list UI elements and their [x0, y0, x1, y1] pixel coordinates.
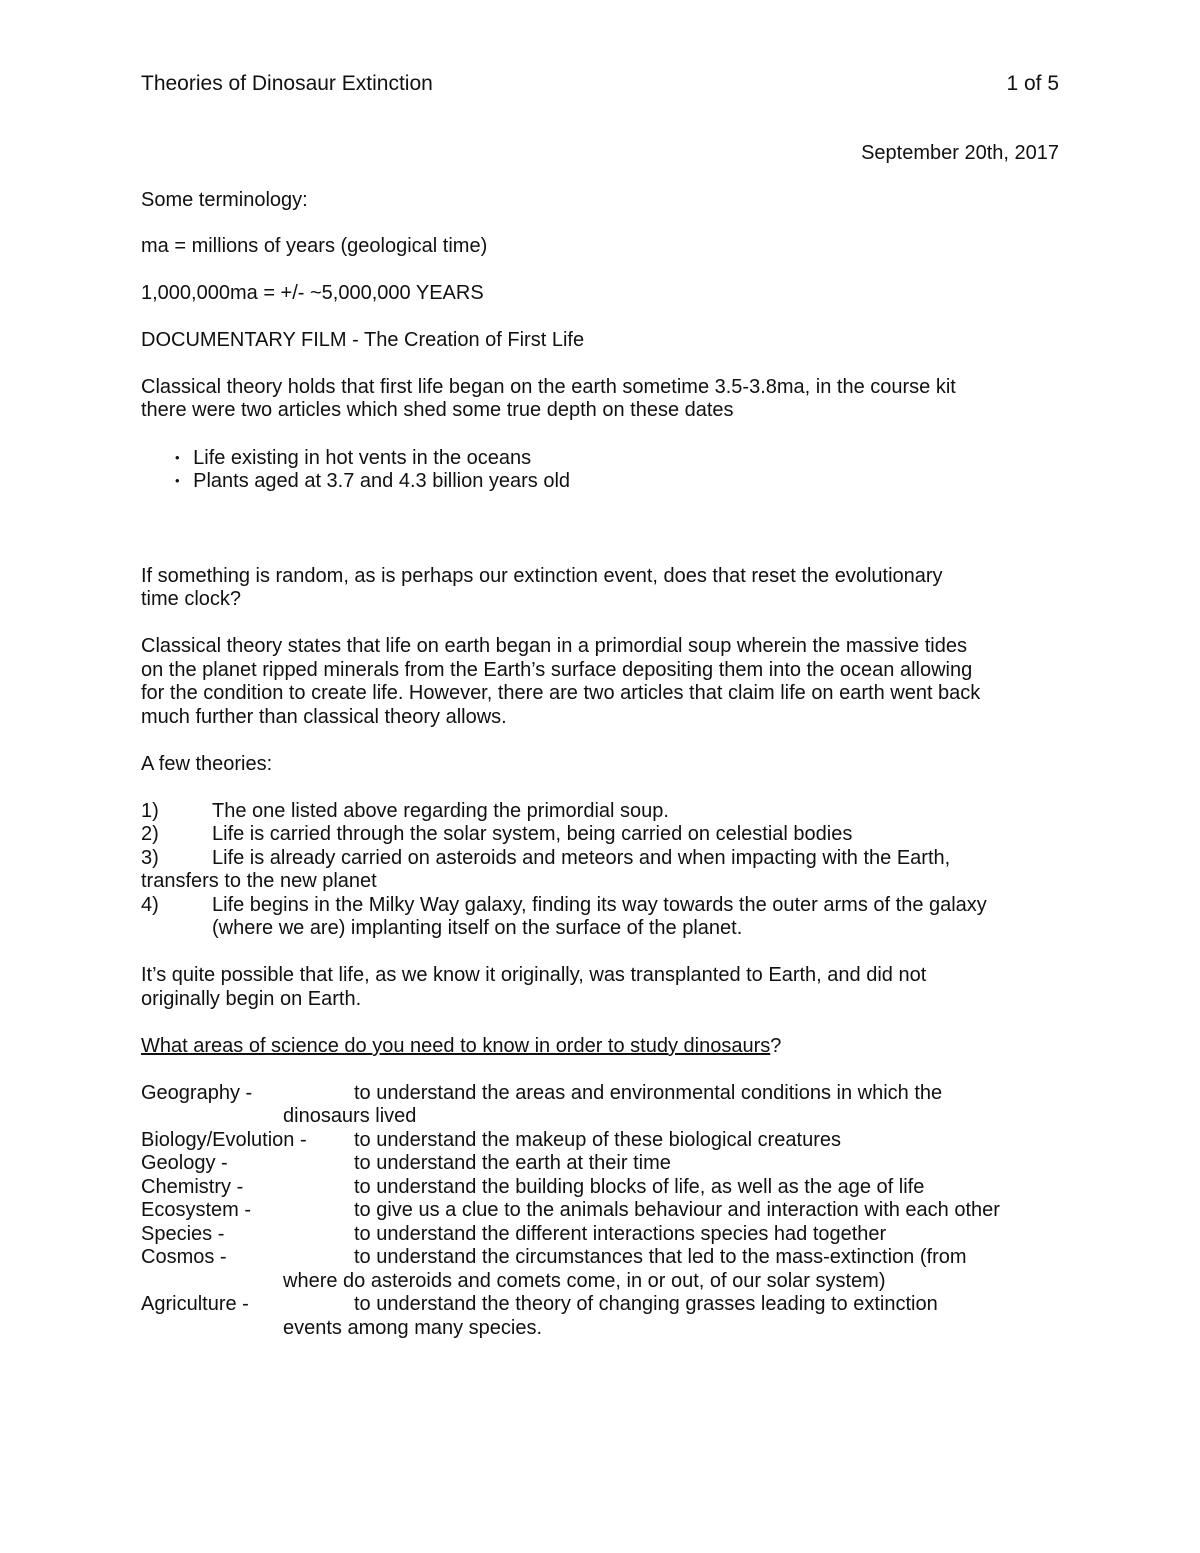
science-description-continued: where do asteroids and comets come, in or out, of our solar system) — [283, 1270, 886, 1292]
science-description-continued: dinosaurs lived — [283, 1105, 417, 1127]
science-field: Geography - — [141, 1082, 253, 1104]
document-title: Theories of Dinosaur Extinction — [141, 72, 433, 95]
theory-number: 2) — [141, 823, 159, 845]
theory-number: 4) — [141, 894, 159, 916]
paragraph-line: It’s quite possible that life, as we know it originally, was transplanted to Earth, and did not — [141, 964, 927, 986]
theories-heading: A few theories: — [141, 753, 273, 775]
science-question-underlined: What areas of science do you need to know in order to study dinosaurs — [141, 1035, 771, 1057]
science-description: to understand the makeup of these biological creatures — [354, 1129, 841, 1151]
paragraph-line: for the condition to create life. However, there are two articles that claim life on earth went back — [141, 682, 981, 704]
theory-number: 1) — [141, 800, 159, 822]
paragraph-line: If something is random, as is perhaps our extinction event, does that reset the evolutionary — [141, 565, 943, 587]
paragraph-line: on the planet ripped minerals from the Earth’s surface depositing them into the ocean allowing — [141, 659, 973, 681]
list-item — [175, 469, 570, 493]
science-description: to give us a clue to the animals behaviour and interaction with each other — [354, 1199, 1000, 1221]
science-field: Geology - — [141, 1152, 228, 1174]
science-description: to understand the building blocks of life, as well as the age of life — [354, 1176, 925, 1198]
bullet-icon: • — [175, 450, 180, 465]
paragraph-line: time clock? — [141, 588, 242, 610]
paragraph-line: much further than classical theory allows. — [141, 706, 507, 728]
theory-text: The one listed above regarding the primordial soup. — [212, 800, 669, 822]
theory-text: Life is already carried on asteroids and meteors and when impacting with the Earth, — [212, 847, 951, 869]
science-description: to understand the earth at their time — [354, 1152, 671, 1174]
paragraph-line: Classical theory states that life on earth began in a primordial soup wherein the massive tides — [141, 635, 967, 657]
documentary-title: DOCUMENTARY FILM - The Creation of First Life — [141, 329, 585, 351]
paragraph-line: Classical theory holds that first life began on the earth sometime 3.5-3.8ma, in the course kit — [141, 376, 956, 398]
term-ma: ma = millions of years (geological time) — [141, 235, 488, 257]
science-field: Cosmos - — [141, 1246, 227, 1268]
theory-text-continued: (where we are) implanting itself on the surface of the planet. — [212, 917, 743, 939]
document-date: September 20th, 2017 — [861, 142, 1059, 164]
paragraph-line: originally begin on Earth. — [141, 988, 362, 1010]
theory-number: 3) — [141, 847, 159, 869]
terminology-heading: Some terminology: — [141, 189, 308, 211]
science-description-continued: events among many species. — [283, 1317, 543, 1339]
science-description: to understand the theory of changing grasses leading to extinction — [354, 1293, 938, 1315]
science-field: Biology/Evolution - — [141, 1129, 307, 1151]
science-description: to understand the circumstances that led to the mass-extinction (from — [354, 1246, 967, 1268]
page-indicator: 1 of 5 — [1006, 72, 1059, 95]
theory-text: Life is carried through the solar system, being carried on celestial bodies — [212, 823, 853, 845]
science-description: to understand the areas and environmental conditions in which the — [354, 1082, 943, 1104]
science-field: Agriculture - — [141, 1293, 249, 1315]
science-question-mark: ? — [770, 1035, 782, 1057]
paragraph-line: there were two articles which shed some true depth on these dates — [141, 399, 734, 421]
bullet-text: Life existing in hot vents in the oceans — [193, 447, 532, 469]
science-field: Ecosystem - — [141, 1199, 252, 1221]
bullet-icon: • — [175, 473, 180, 488]
science-question — [141, 1034, 781, 1058]
bullet-text: Plants aged at 3.7 and 4.3 billion years old — [193, 470, 571, 492]
science-field: Species - — [141, 1223, 225, 1245]
theory-text: Life begins in the Milky Way galaxy, finding its way towards the outer arms of the galaxy — [212, 894, 987, 916]
theory-text-continued: transfers to the new planet — [141, 870, 377, 892]
science-description: to understand the different interactions species had together — [354, 1223, 887, 1245]
science-field: Chemistry - — [141, 1176, 244, 1198]
list-item — [175, 446, 531, 470]
term-conversion: 1,000,000ma = +/- ~5,000,000 YEARS — [141, 282, 484, 304]
